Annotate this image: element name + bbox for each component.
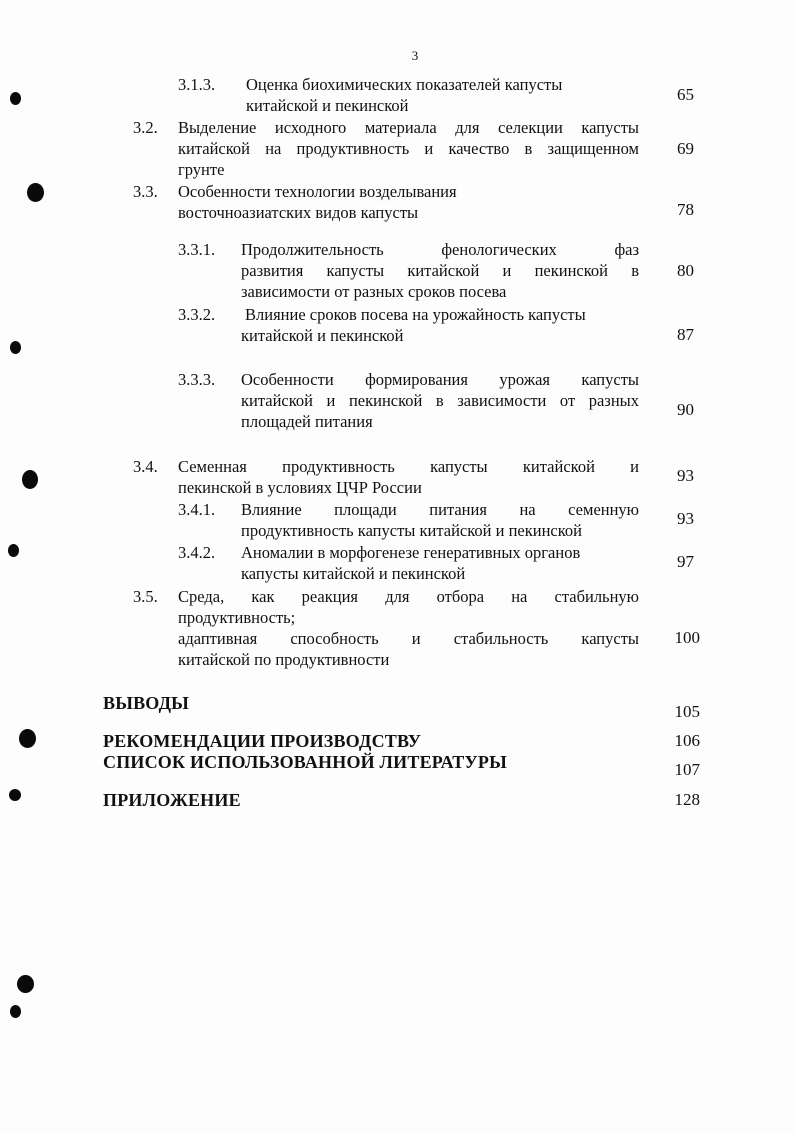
toc-entry-page: 78 <box>677 200 694 219</box>
toc-heading-page: 106 <box>674 731 700 750</box>
toc-heading: ПРИЛОЖЕНИЕ <box>103 790 241 810</box>
scan-mark <box>10 341 21 354</box>
toc-entry-title <box>178 586 639 670</box>
toc-entry-line: адаптивная способность и стабильность капусты <box>178 629 639 648</box>
toc-heading: РЕКОМЕНДАЦИИ ПРОИЗВОДСТВУ <box>103 731 422 751</box>
toc-entry-number: 3.3. <box>133 182 158 201</box>
toc-heading-page: 107 <box>674 760 700 779</box>
toc-entry-number: 3.1.3. <box>178 75 216 94</box>
toc-entry-page: 80 <box>677 261 694 280</box>
toc-entry-page: 90 <box>677 400 694 419</box>
toc-entry-number: 3.3.2. <box>178 305 216 324</box>
toc-entry-number: 3.4.2. <box>178 543 216 562</box>
toc-entry-title <box>178 181 639 223</box>
scan-mark <box>10 1005 21 1018</box>
toc-entry-line: китайской и пекинской <box>246 96 409 115</box>
toc-entry-line: восточноазиатских видов капусты <box>178 203 419 222</box>
toc-entry-line: китайской и пекинской в зависимости от разных <box>241 391 639 410</box>
toc-entry-title <box>241 369 639 432</box>
toc-entry-line: продуктивность капусты китайской и пекинской <box>241 521 582 540</box>
toc-entry-title <box>241 239 639 302</box>
toc-entry-number: 3.3.3. <box>178 370 216 389</box>
toc-heading-page: 105 <box>674 702 700 721</box>
scan-mark <box>9 789 21 801</box>
toc-entry-line: Семенная продуктивность капусты китайской и <box>178 457 639 476</box>
toc-entry-line: пекинской в условиях ЦЧР России <box>178 478 422 497</box>
toc-entry-title <box>178 117 639 180</box>
toc-entry-line: Продолжительность фенологических фаз <box>241 240 639 259</box>
toc-entry-line: Особенности формирования урожая капусты <box>241 370 639 389</box>
scan-mark <box>8 544 19 557</box>
toc-entry-line: продуктивность; <box>178 608 296 627</box>
scan-mark <box>17 975 34 993</box>
toc-entry-line: китайской на продуктивность и качество в защищенном <box>178 139 639 158</box>
toc-entry-page: 87 <box>677 325 694 344</box>
toc-entry-line: Оценка биохимических показателей капусты <box>246 75 563 94</box>
toc-entry-line: капусты китайской и пекинской <box>241 564 466 583</box>
toc-entry-title <box>178 456 639 498</box>
page-number: 3 <box>411 48 419 63</box>
toc-entry-line: грунте <box>178 160 225 179</box>
toc-entry-line: площадей питания <box>241 412 373 431</box>
toc-entry-number: 3.3.1. <box>178 240 216 259</box>
toc-entry-line: Выделение исходного материала для селекции капусты <box>178 118 639 137</box>
toc-entry-line: Влияние площади питания на семенную <box>241 500 639 519</box>
toc-entry-line: китайской и пекинской <box>241 326 404 345</box>
toc-entry-line: Влияние сроков посева на урожайность капусты <box>245 305 586 324</box>
toc-entry-line: Среда, как реакция для отбора на стабильную <box>178 587 639 606</box>
toc-entry-line: развития капусты китайской и пекинской в <box>241 261 639 280</box>
toc-entry-page: 93 <box>677 509 694 528</box>
toc-heading: ВЫВОДЫ <box>103 693 190 713</box>
toc-entry-page: 97 <box>677 552 694 571</box>
scan-mark <box>22 470 38 489</box>
toc-entry-line: китайской по продуктивности <box>178 650 390 669</box>
toc-entry-line: зависимости от разных сроков посева <box>241 282 507 301</box>
toc-entry-line: Особенности технологии возделывания <box>178 182 457 201</box>
scan-mark <box>10 92 21 105</box>
toc-entry-title <box>241 542 639 584</box>
toc-entry-number: 3.4. <box>133 457 158 476</box>
toc-entry-line: Аномалии в морфогенезе генеративных органов <box>241 543 581 562</box>
toc-entry-page: 69 <box>677 139 694 158</box>
toc-entry-page: 65 <box>677 85 694 104</box>
toc-entry-number: 3.2. <box>133 118 158 137</box>
toc-entry-title <box>241 499 639 541</box>
toc-entry-title <box>246 74 636 116</box>
scan-mark <box>19 729 36 748</box>
toc-entry-number: 3.5. <box>133 587 158 606</box>
toc-entry-title <box>241 304 639 346</box>
toc-entry-page: 100 <box>674 628 700 647</box>
toc-heading: СПИСОК ИСПОЛЬЗОВАННОЙ ЛИТЕРАТУРЫ <box>103 752 507 772</box>
toc-entry-number: 3.4.1. <box>178 500 216 519</box>
toc-heading-page: 128 <box>674 790 700 809</box>
toc-entry-page: 93 <box>677 466 694 485</box>
scan-mark <box>27 183 44 202</box>
